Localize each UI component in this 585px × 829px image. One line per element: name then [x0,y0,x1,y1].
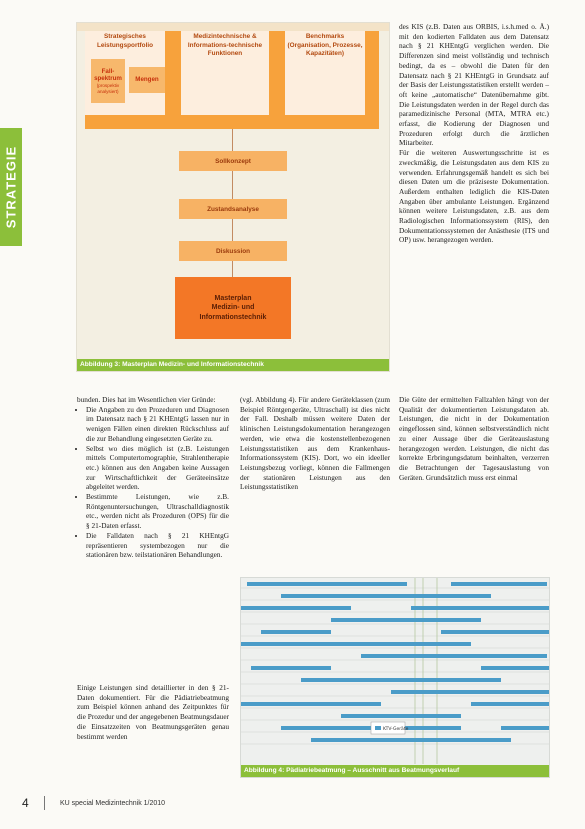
figure-masterplan [76,22,390,372]
portfolio-title: Strategisches Leistungsportfolio [96,33,154,49]
functions-title: Medizintechnische & Informations-technische Funktionen [187,33,263,58]
paragraph: Einige Leistungen sind detaillierter in den § 21-Daten dokumentiert. Für die Pädiatriebeatmung zum Beispiel können anhand des Zeitpunktes für die Prozedur und der angegebenen Beatmungsdauer die Einsatzzeiten von Beatmungsgeräten genau bestimmt werden [77,683,229,741]
footer-divider [44,796,45,810]
reasons-list [77,405,229,560]
paragraph: bunden. Dies hat im Wesentlichen vier Gründe: [77,395,216,404]
quantities-label: Mengen [135,76,159,84]
masterplan-line-1: Masterplan [214,295,252,303]
list-item: • Selbst wo dies möglich ist (z.B. Leistungen mittels Computertomographie, Strahlentherapie etc.) können aus den Angaben keine Aussagen zur Wirtschaftlichkeit der Geräteeinsätze abgeleitet werden. [86,444,229,493]
ventilation-timeline [241,578,549,777]
case-spectrum-note: (prospektiv analysiert) [96,83,120,94]
text-column-middle [240,395,390,492]
target-concept-label: Sollkonzept [215,157,251,165]
figure-top-strip [77,23,389,31]
text-column-right-lower [399,395,549,482]
figure-ventilation-chart [240,577,550,778]
case-spectrum-box [91,59,125,103]
text-column-right-upper [399,22,549,245]
benchmarks-title: Benchmarks (Organisation, Prozesse, Kapazitäten) [287,33,363,58]
quantities-box [129,67,165,93]
discussion-box [179,241,287,261]
chart-legend-label: KTV-Geräte [383,727,409,732]
text-column-left-lower [77,683,229,741]
discussion-label: Diskussion [215,247,251,255]
text-column-left [77,395,229,560]
journal-name: KU special Medizintechnik 1/2010 [60,800,166,807]
masterplan-box [175,277,291,339]
section-tab-label: STRATEGIE [3,145,19,229]
paragraph: Für die weiteren Auswertungsschritte ist es zweckmäßig, die Leistungsdaten aus dem KIS zu verwenden. Erfahrungsgemäß handelt es sich bei diesen Daten um die präziseste Dokumentation. Außerdem enthalten lediglich die KIS-Daten Angaben über ambulante Leistungen. Ergänzend können weitere Leistungsdaten, z.B. aus dem Radiologischen Informationssystem (RIS), den Dokumentationssystemen der Anästhesie (ITS und OP) usw. herangezogen werden. [399,148,549,245]
target-concept-box [179,151,287,171]
paragraph: Die Güte der ermittelten Fallzahlen hängt von der Qualität der dokumentierten Leistungsdaten ab. Leistungen, die nicht in der Dokumentation eingeflossen sind, können selbstverständlich nicht zu einer Aussage über die Geräteauslastung herangezogen werden. Leistungen, die nicht das korrekte Erbringungsdatum beinhalten, verzerren die Betrachtungen der Tagesauslastung von Geräten. Grundsätzlich muss erst einmal [399,395,549,482]
list-item: • Die Falldaten nach § 21 KHEntgG repräsentieren systembezogen nur die stationären bzw. teilstationären Behandlungen. [86,531,229,560]
status-analysis-box [179,199,287,219]
masterplan-line-3: Informationstechnik [199,313,267,321]
masterplan-line-2: Medizin- und [211,304,255,312]
page-number: 4 [22,796,29,810]
list-item: • Die Angaben zu den Prozeduren und Diagnosen im Datensatz nach § 21 KHEntgG lassen nur in wenigen Fällen einen direkten Rückschluss auf die zur Behandlung eingesetzten Geräte zu. [86,405,229,444]
status-analysis-label: Zustandsanalyse [207,205,259,213]
figure-4-caption: Abbildung 4: Pädiatriebeatmung – Ausschnitt aus Beatmungsverlauf [241,765,549,777]
paragraph: des KIS (z.B. Daten aus ORBIS, i.s.h.med o. Ä.) mit den kodierten Falldaten aus dem Datensatz nach § 21 KHEntgG verglichen werden. Die Differenzen sind meist vollständig und technisch bedingt, da es – obwohl die Daten für den Datensatz nach § 21 KHEntgG in Grundsatz auf der Basis der Leistungsstatistiken erstellt werden – oft keine „automatische“ Datenübernahme gibt. Die Leistungsdaten werden in der Regel durch das paramedizinische Personal (MTA, MTRA etc.) erfasst, die Kodierung der Diagnosen und Prozeduren erfolgt durch die ärztlichen Mitarbeiter. [399,22,549,148]
paragraph: (vgl. Abbildung 4). Für andere Geräteklassen (zum Beispiel Röntgengeräte, Ultraschall) ist dies nicht der Fall. Deshalb müssen weitere Daten der klinischen Leistungsdokumentation herangezogen werden, wie etwa die kostenstellenbezogenen Leistungsstatistiken aus dem Krankenhaus-Informationssystem (KIS). Dort, wo ein ideeller Leistungsbezug vorliegt, können die Fallmengen der stationären Leistungen aus den Leistungsstatistiken [240,395,390,492]
case-spectrum-title: Fall-spektrum [94,67,122,83]
figure-3-caption: Abbildung 3: Masterplan Medizin- und Informationstechnik [77,359,389,371]
functions-column [181,31,269,115]
list-item: • Bestimmte Leistungen, wie z.B. Röntgenuntersuchungen, Ultraschalldiagnostik etc., werden nicht als Prozeduren (OPS) für die § 21-Daten erfasst. [86,492,229,531]
benchmarks-column [285,31,365,115]
section-tab [0,128,22,246]
